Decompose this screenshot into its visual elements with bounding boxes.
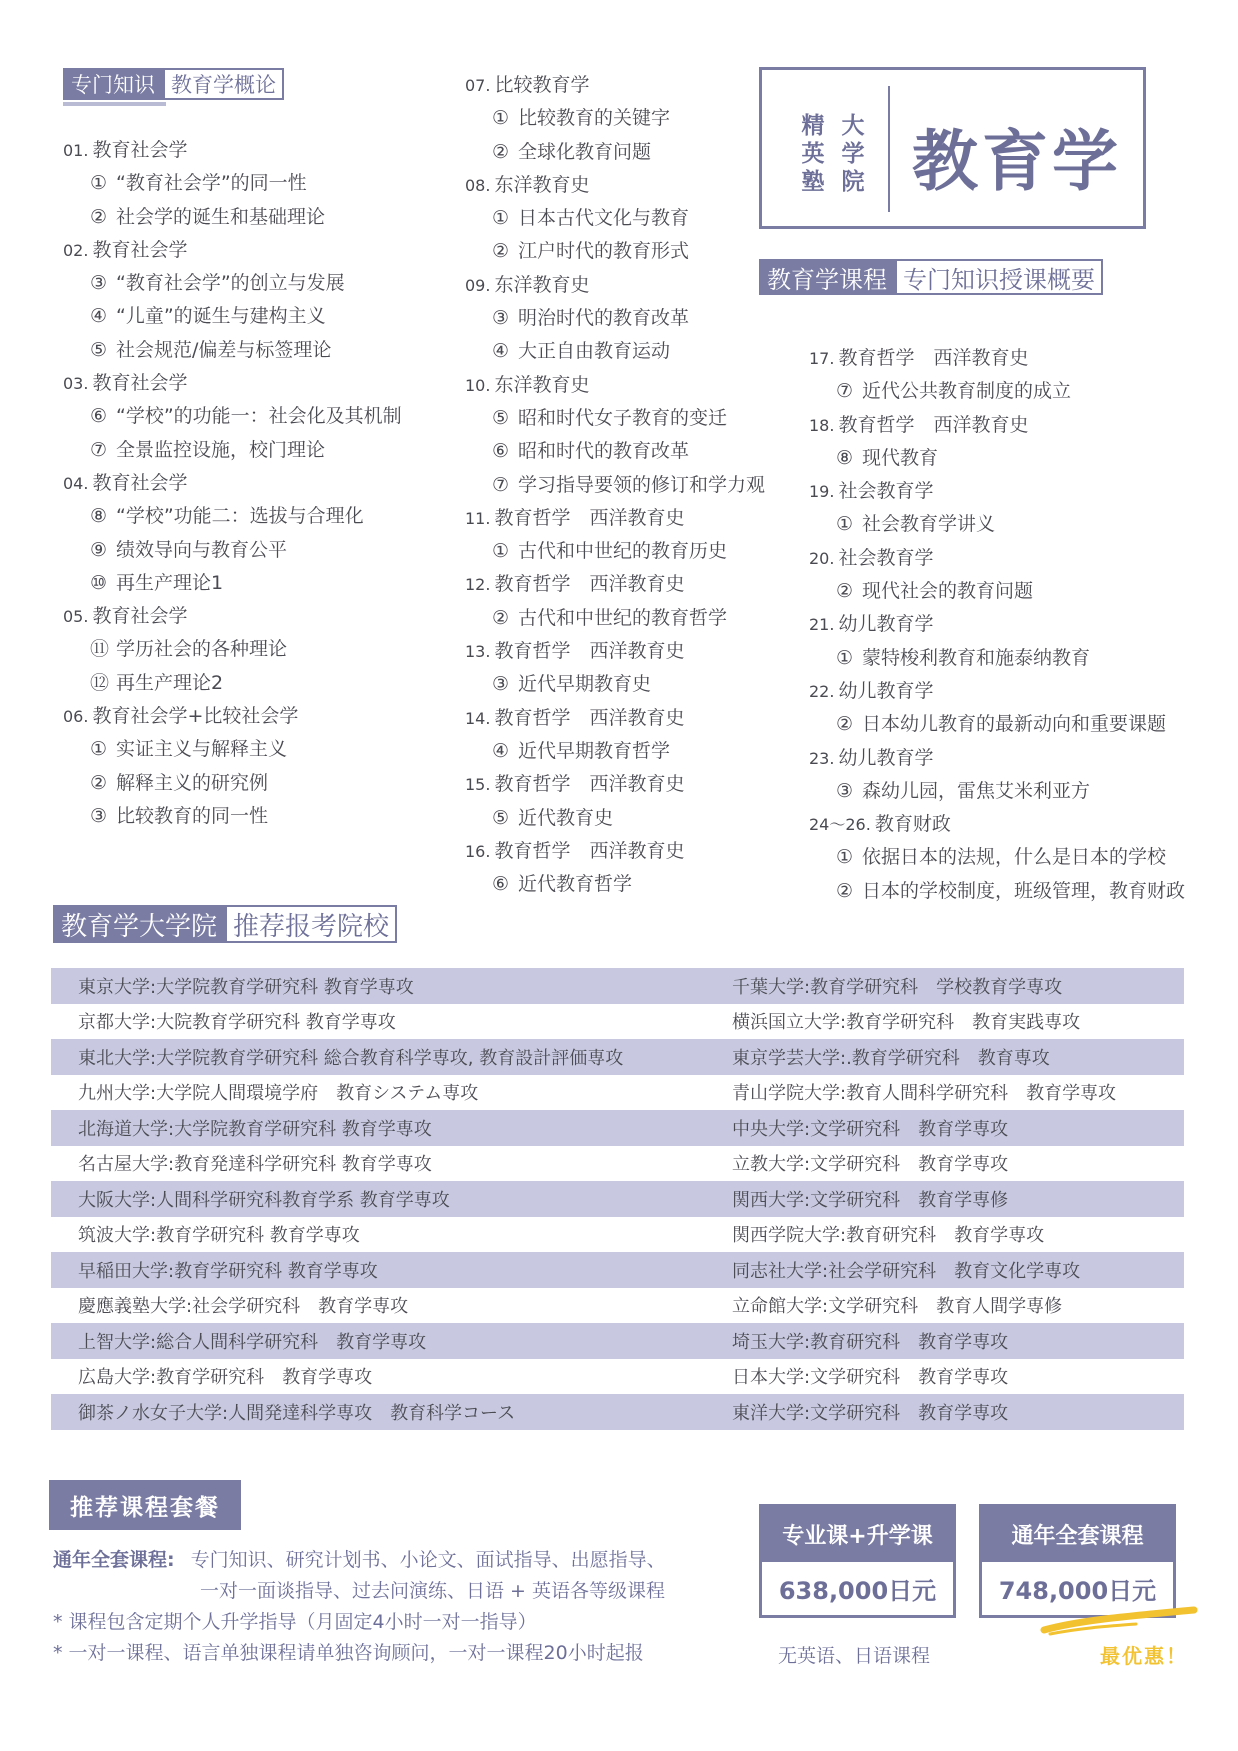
topic-text: 蒙特梭利教育和施泰纳教育 — [862, 646, 1091, 669]
topic-text: 绩效导向与教育公平 — [116, 538, 288, 561]
session-number: 24～26. — [809, 815, 871, 835]
logo-char: 大 — [841, 113, 865, 139]
course-topic — [63, 534, 402, 567]
university-cell-left: 名古屋大学:教育発達科学研究科 教育学専攻 — [78, 1154, 432, 1176]
session-subject: 教育财政 — [874, 813, 951, 836]
section-tag-course-overview — [759, 259, 1103, 295]
topic-marker: ⑦ — [90, 438, 108, 461]
tag-underline — [63, 102, 166, 106]
course-topic — [465, 668, 765, 701]
university-cell-left: 上智大学:総合人間科学研究科 教育学専攻 — [78, 1331, 427, 1353]
session-subject: 教育哲学 西洋教育史 — [838, 347, 1029, 369]
session-subject: 教育哲学 西洋教育史 — [494, 573, 685, 596]
session-subject: 教育哲学 西洋教育史 — [494, 839, 685, 862]
topic-marker: ⑨ — [90, 538, 108, 561]
course-topic — [63, 800, 402, 833]
course-topic — [465, 535, 765, 568]
course-topic — [809, 575, 1185, 608]
topic-text: “儿童”的诞生与建构主义 — [116, 305, 326, 328]
table-row — [51, 1252, 1184, 1288]
tag-light-label: 专门知识授课概要 — [895, 259, 1103, 295]
package-line-2: 一对一面谈指导、过去问演练、日语 + 英语各等级课程 — [200, 1580, 666, 1602]
topic-text: 古代和中世纪的教育哲学 — [518, 606, 728, 629]
university-cell-left: 東京大学:大学院教育学研究科 教育学専攻 — [78, 976, 414, 998]
course-topic — [63, 267, 402, 300]
course-topic — [63, 300, 402, 333]
session-number: 15. — [465, 775, 491, 795]
topic-marker: ③ — [90, 272, 108, 295]
course-column-2 — [465, 69, 765, 901]
topic-marker: ⑩ — [90, 571, 108, 594]
topic-text: 现代社会的教育问题 — [862, 580, 1034, 603]
price-box-title: 专业课+升学课 — [762, 1507, 953, 1562]
session-subject: 东洋教育史 — [494, 373, 590, 396]
topic-marker: ① — [492, 207, 510, 230]
session-number: 06. — [63, 707, 89, 727]
session-subject: 幼儿教育学 — [838, 679, 934, 702]
course-topic — [809, 841, 1185, 874]
topic-text: 大正自由教育运动 — [518, 340, 671, 363]
topic-marker: ⑤ — [492, 806, 510, 829]
session-number: 04. — [63, 473, 89, 493]
session-subject: 社会教育学 — [838, 546, 934, 569]
topic-marker: ③ — [90, 804, 108, 827]
topic-marker: ⑥ — [492, 440, 510, 463]
topic-text: 近代早期教育史 — [518, 673, 652, 696]
session-number: 09. — [465, 275, 491, 295]
topic-text: 解释主义的研究例 — [116, 771, 269, 794]
topic-marker: ① — [492, 107, 510, 130]
course-session-heading — [809, 342, 1185, 375]
university-cell-left: 京都大学:大院教育学研究科 教育学専攻 — [78, 1012, 396, 1034]
topic-marker: ⑧ — [90, 505, 108, 528]
session-subject: 教育社会学 — [92, 238, 188, 261]
tag-dark-label: 教育学课程 — [759, 259, 895, 295]
session-number: 23. — [809, 748, 835, 768]
course-topic — [809, 508, 1185, 541]
course-topic — [63, 733, 402, 766]
course-topic — [63, 167, 402, 200]
table-row — [51, 1181, 1184, 1217]
topic-text: 比较教育的关键字 — [518, 107, 671, 130]
session-subject: 教育社会学 — [92, 372, 188, 395]
topic-marker: ① — [836, 646, 854, 669]
package-note-2: * 一对一课程、语言单独课程请单独咨询顾问，一对一课程20小时起报 — [53, 1642, 644, 1664]
course-session-heading — [465, 702, 765, 735]
topic-marker: ② — [90, 771, 108, 794]
session-number: 22. — [809, 681, 835, 701]
topic-marker: ① — [836, 513, 854, 536]
course-column-3 — [809, 342, 1185, 908]
session-subject: 东洋教育史 — [494, 273, 590, 296]
table-row — [51, 1288, 1184, 1324]
course-session-heading — [809, 675, 1185, 708]
course-topic — [465, 802, 765, 835]
tag-dark-label: 专门知识 — [63, 68, 163, 100]
university-cell-left: 九州大学:大学院人間環境学府 教育システム専攻 — [78, 1083, 479, 1105]
university-cell-right: 埼玉大学:教育研究科 教育学専攻 — [732, 1331, 1009, 1353]
course-session-heading — [63, 700, 402, 733]
topic-text: 依据日本的法规，什么是日本的学校 — [862, 846, 1167, 869]
topic-text: 社会规范/偏差与标签理论 — [116, 338, 332, 361]
tag-light-label: 推荐报考院校 — [225, 905, 397, 943]
session-subject: 教育社会学 — [92, 139, 188, 161]
course-session-heading — [465, 269, 765, 302]
course-topic — [465, 335, 765, 368]
topic-marker: ④ — [492, 340, 510, 363]
course-topic — [63, 201, 402, 234]
university-cell-right: 立命館大学:文学研究科 教育人間学専修 — [732, 1296, 1063, 1318]
price-box-basic — [759, 1504, 956, 1618]
table-row — [51, 1359, 1184, 1395]
package-tag: 推荐课程套餐 — [49, 1480, 241, 1530]
table-row — [51, 1075, 1184, 1111]
course-session-heading — [465, 568, 765, 601]
session-number: 21. — [809, 615, 835, 635]
session-number: 03. — [63, 374, 89, 394]
tag-light-label: 教育学概论 — [163, 68, 284, 100]
topic-text: 江户时代的教育形式 — [518, 240, 690, 263]
topic-text: 现代教育 — [862, 446, 939, 469]
price-note-basic: 无英语、日语课程 — [778, 1645, 931, 1667]
section-tag-schools — [53, 905, 397, 943]
course-topic — [465, 202, 765, 235]
topic-text: “教育社会学”的同一性 — [116, 172, 307, 195]
course-column-1 — [63, 134, 402, 833]
topic-marker: ② — [836, 879, 854, 902]
course-session-heading — [465, 69, 765, 102]
session-subject: 教育社会学 — [92, 605, 188, 628]
session-subject: 幼儿教育学 — [838, 746, 934, 769]
session-subject: 教育哲学 西洋教育史 — [494, 506, 685, 529]
topic-text: 古代和中世纪的教育历史 — [518, 540, 728, 563]
course-topic — [465, 735, 765, 768]
topic-text: 实证主义与解释主义 — [116, 738, 288, 761]
university-cell-right: 青山学院大学:教育人間科学研究科 教育学専攻 — [732, 1083, 1117, 1105]
topic-marker: ④ — [90, 305, 108, 328]
course-session-heading — [809, 542, 1185, 575]
session-number: 11. — [465, 508, 491, 528]
course-session-heading — [809, 475, 1185, 508]
package-line-1 — [53, 1545, 666, 1572]
course-topic — [465, 235, 765, 268]
topic-marker: ② — [836, 713, 854, 736]
university-cell-left: 広島大学:教育学研究科 教育学専攻 — [78, 1367, 373, 1389]
course-topic — [63, 767, 402, 800]
university-cell-left: 北海道大学:大学院教育学研究科 教育学専攻 — [78, 1118, 432, 1140]
topic-marker: ⑫ — [90, 671, 110, 694]
university-cell-right: 中央大学:文学研究科 教育学専攻 — [732, 1118, 1009, 1140]
university-cell-right: 関西大学:文学研究科 教育学専修 — [732, 1189, 1009, 1211]
topic-marker: ② — [836, 580, 854, 603]
topic-text: 再生产理论2 — [116, 671, 224, 694]
best-deal-label: 最优惠！ — [1100, 1644, 1188, 1668]
course-session-heading — [465, 169, 765, 202]
session-number: 02. — [63, 240, 89, 260]
session-number: 08. — [465, 175, 491, 195]
session-subject: 社会教育学 — [838, 480, 934, 503]
logo-divider — [888, 86, 890, 212]
topic-marker: ① — [836, 846, 854, 869]
session-subject: 教育哲学 西洋教育史 — [494, 706, 685, 729]
table-row — [51, 1146, 1184, 1182]
price-box-value: 748,000日元 — [998, 1577, 1157, 1605]
table-row — [51, 968, 1184, 1004]
topic-text: 社会教育学讲义 — [862, 513, 996, 536]
session-subject: 教育哲学 西洋教育史 — [494, 640, 685, 663]
topic-text: 学习指导要领的修订和学力观 — [518, 473, 766, 496]
session-number: 16. — [465, 841, 491, 861]
topic-marker: ③ — [492, 673, 510, 696]
topic-text: 学历社会的各种理论 — [116, 638, 288, 661]
topic-text: 近代公共教育制度的成立 — [862, 380, 1072, 403]
session-number: 01. — [63, 141, 89, 160]
topic-marker: ⑤ — [90, 338, 108, 361]
course-topic — [809, 708, 1185, 741]
topic-text: 社会学的诞生和基础理论 — [116, 205, 326, 228]
topic-marker: ② — [492, 240, 510, 263]
course-session-heading — [809, 742, 1185, 775]
course-session-heading — [465, 502, 765, 535]
table-row — [51, 1323, 1184, 1359]
course-session-heading — [63, 467, 402, 500]
course-session-heading — [809, 608, 1185, 641]
session-subject: 比较教育学 — [494, 74, 590, 96]
package-line-1-text: 专门知识、研究计划书、小论文、面试指导、出愿指导、 — [190, 1549, 666, 1571]
university-cell-right: 千葉大学:教育学研究科 学校教育学専攻 — [732, 976, 1063, 998]
logo-box — [759, 67, 1146, 229]
topic-marker: ⑧ — [836, 446, 854, 469]
university-cell-right: 横浜国立大学:教育学研究科 教育実践専攻 — [732, 1012, 1081, 1034]
topic-marker: ① — [492, 540, 510, 563]
topic-text: 近代教育史 — [518, 806, 614, 829]
session-number: 07. — [465, 76, 491, 95]
logo-char: 精 — [801, 113, 825, 139]
university-cell-left: 慶應義塾大学:社会学研究科 教育学専攻 — [78, 1296, 409, 1318]
university-cell-right: 同志社大学:社会学研究科 教育文化学専攻 — [732, 1260, 1081, 1282]
course-topic — [63, 400, 402, 433]
session-number: 05. — [63, 607, 89, 627]
course-topic — [465, 102, 765, 135]
topic-marker: ② — [90, 205, 108, 228]
topic-marker: ⑤ — [492, 406, 510, 429]
course-topic — [63, 567, 402, 600]
topic-text: 近代早期教育哲学 — [518, 739, 671, 762]
topic-text: 日本古代文化与教育 — [518, 207, 690, 230]
table-row — [51, 1039, 1184, 1075]
highlight-brush-stroke — [1040, 1602, 1200, 1638]
course-session-heading — [809, 409, 1185, 442]
course-topic — [63, 500, 402, 533]
topic-text: “学校”的功能一：社会化及其机制 — [116, 405, 402, 428]
university-table — [51, 968, 1184, 1430]
logo-char: 塾 — [801, 169, 825, 195]
course-topic — [63, 334, 402, 367]
price-box-value: 638,000日元 — [778, 1577, 937, 1605]
course-session-heading — [63, 234, 402, 267]
logo-col-2 — [841, 112, 865, 196]
topic-text: “教育社会学”的创立与发展 — [116, 272, 345, 295]
session-subject: 教育社会学+比较社会学 — [92, 705, 299, 728]
course-topic — [809, 642, 1185, 675]
course-topic — [465, 302, 765, 335]
topic-text: 昭和时代女子教育的变迁 — [518, 406, 728, 429]
course-topic — [809, 875, 1185, 908]
topic-text: 全景监控设施，校门理论 — [116, 438, 326, 461]
session-number: 19. — [809, 482, 835, 502]
session-subject: 教育社会学 — [92, 471, 188, 494]
course-session-heading — [63, 134, 402, 167]
topic-text: 日本的学校制度，班级管理，教育财政 — [862, 879, 1186, 902]
session-subject: 东洋教育史 — [494, 173, 590, 196]
session-number: 14. — [465, 708, 491, 728]
logo-title: 教育学 — [912, 123, 1122, 200]
topic-marker: ① — [90, 738, 108, 761]
university-cell-left: 早稲田大学:教育学研究科 教育学専攻 — [78, 1260, 378, 1282]
session-number: 18. — [809, 415, 835, 435]
course-session-heading — [809, 808, 1185, 841]
session-subject: 教育哲学 西洋教育史 — [494, 773, 685, 796]
topic-marker: ③ — [492, 307, 510, 330]
topic-text: 昭和时代的教育改革 — [518, 440, 690, 463]
course-topic — [465, 435, 765, 468]
topic-text: 日本幼儿教育的最新动向和重要课题 — [862, 713, 1167, 736]
topic-text: 森幼儿园，雷焦艾米利亚方 — [862, 779, 1091, 802]
course-topic — [465, 469, 765, 502]
session-number: 20. — [809, 548, 835, 568]
topic-marker: ② — [492, 606, 510, 629]
topic-marker: ⑥ — [492, 873, 510, 896]
logo-col-1 — [801, 112, 825, 196]
course-session-heading — [63, 367, 402, 400]
tag-dark-label: 教育学大学院 — [53, 905, 225, 943]
topic-marker: ④ — [492, 739, 510, 762]
university-cell-left: 御茶ノ水女子大学:人間発達科学専攻 教育科学コース — [78, 1402, 516, 1424]
university-cell-right: 日本大学:文学研究科 教育学専攻 — [732, 1367, 1009, 1389]
course-topic — [809, 442, 1185, 475]
package-label: 通年全套课程: — [53, 1549, 175, 1571]
university-cell-right: 関西学院大学:教育研究科 教育学専攻 — [732, 1225, 1045, 1247]
topic-marker: ⑪ — [90, 638, 110, 661]
course-session-heading — [465, 768, 765, 801]
topic-marker: ⑦ — [836, 380, 854, 403]
course-topic — [465, 136, 765, 169]
university-cell-right: 東京学芸大学:.教育学研究科 教育専攻 — [732, 1047, 1050, 1069]
session-subject: 教育哲学 西洋教育史 — [838, 413, 1029, 436]
topic-marker: ⑦ — [492, 473, 510, 496]
logo-char: 学 — [841, 141, 865, 167]
course-session-heading — [63, 600, 402, 633]
course-topic — [63, 667, 402, 700]
course-topic — [63, 434, 402, 467]
course-topic — [809, 375, 1185, 408]
session-number: 17. — [809, 349, 835, 368]
course-topic — [465, 402, 765, 435]
topic-text: 明治时代的教育改革 — [518, 307, 690, 330]
course-session-heading — [465, 835, 765, 868]
topic-text: 再生产理论1 — [116, 571, 224, 594]
topic-text: 近代教育哲学 — [518, 873, 633, 896]
course-session-heading — [465, 635, 765, 668]
university-cell-left: 大阪大学:人間科学研究科教育学系 教育学専攻 — [78, 1189, 450, 1211]
topic-text: “学校”功能二：选拔与合理化 — [116, 505, 364, 528]
topic-marker: ① — [90, 172, 108, 195]
logo-char: 院 — [841, 169, 865, 195]
university-cell-left: 筑波大学:教育学研究科 教育学専攻 — [78, 1225, 360, 1247]
package-note-1: * 课程包含定期个人升学指导（月固定4小时一对一指导） — [53, 1611, 537, 1633]
university-cell-right: 立教大学:文学研究科 教育学専攻 — [732, 1154, 1009, 1176]
topic-marker: ② — [492, 140, 510, 163]
table-row — [51, 1217, 1184, 1253]
course-topic — [809, 775, 1185, 808]
section-tag-intro — [63, 68, 284, 100]
table-row — [51, 1004, 1184, 1040]
table-row — [51, 1110, 1184, 1146]
course-topic — [465, 868, 765, 901]
session-subject: 幼儿教育学 — [838, 613, 934, 636]
topic-marker: ③ — [836, 779, 854, 802]
session-number: 12. — [465, 575, 491, 595]
price-box-full — [979, 1504, 1176, 1618]
session-number: 13. — [465, 642, 491, 662]
course-topic — [63, 633, 402, 666]
course-topic — [465, 602, 765, 635]
university-cell-left: 東北大学:大学院教育学研究科 総合教育科学専攻, 教育設計評価専攻 — [78, 1047, 624, 1069]
course-session-heading — [465, 369, 765, 402]
university-cell-right: 東洋大学:文学研究科 教育学専攻 — [732, 1402, 1009, 1424]
topic-marker: ⑥ — [90, 405, 108, 428]
topic-text: 比较教育的同一性 — [116, 804, 269, 827]
logo-char: 英 — [801, 141, 825, 167]
table-row — [51, 1394, 1184, 1430]
topic-text: 全球化教育问题 — [518, 140, 652, 163]
session-number: 10. — [465, 375, 491, 395]
price-box-title: 通年全套课程 — [982, 1507, 1173, 1562]
